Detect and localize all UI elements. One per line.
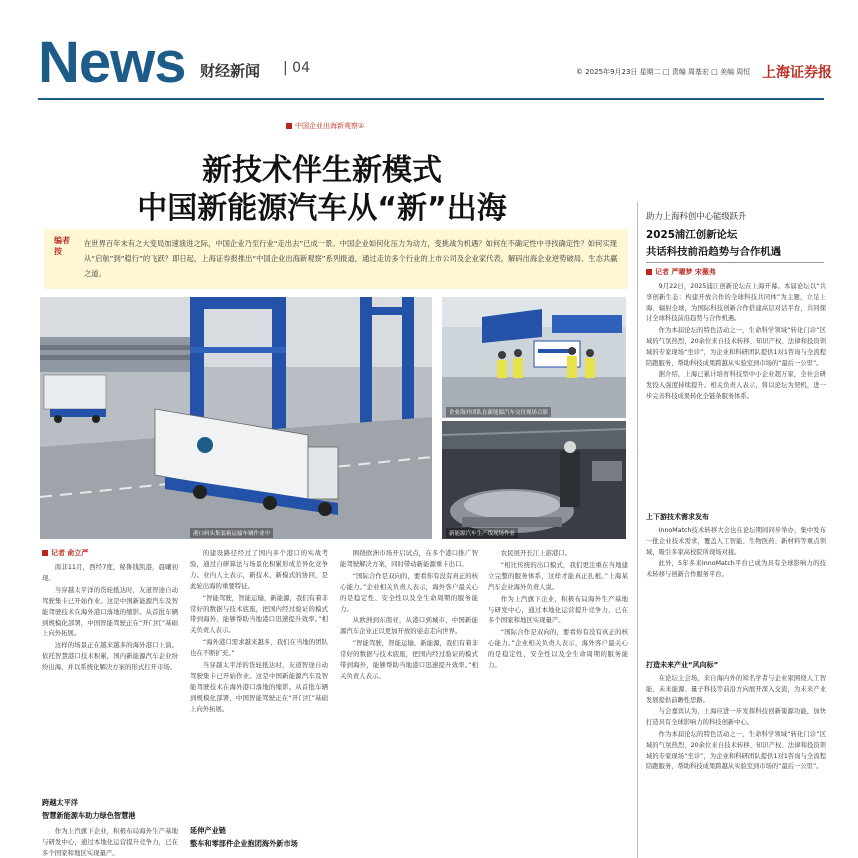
team-photo — [442, 297, 626, 418]
sidebar-byline — [646, 267, 716, 277]
story-paragraph: “国际合作是双向的，要看你有没有真正的核心能力。”企业相关负责人表示，海外客户最关心的是稳定性、安全性以及全生命周期的服务能力。 — [488, 628, 628, 670]
subhead-2b: 整车和零部件企业抱团海外新市场 — [190, 839, 298, 848]
story-paragraph: “智能驾驶，智能运输，新能源，我们有着非常好的数据与技术底座，把国内经过验证的模式带到海外，能够帮助当地港口迅速提升效率。”相关负责人表示。 — [190, 593, 328, 635]
headline-line-1: 新技术伴生新模式 — [202, 153, 442, 188]
sidebar-kicker: 助力上海科创中心能级跃升 — [646, 211, 747, 221]
sidebar-paragraph: 据介绍，上海已累计培育科技型中小企业超万家，全社会研发投入强度持续提升。相关负责人表示，将以论坛为契机，进一步完善科技成果转化全链条服务体系。 — [646, 371, 826, 400]
story-column-4 — [488, 548, 628, 858]
story-byline-text: 记者 俞立严 — [51, 549, 89, 557]
sidebar-body-3 — [646, 674, 826, 858]
sidebar-rule — [646, 262, 824, 263]
story-paragraph: “智能驾驶，智能运输，新能源，我们有着非常好的数据与技术底座，把国内经过验证的模式带到海外，能够帮助当地港口迅速提升效率。”相关负责人表示。 — [340, 639, 478, 680]
page-number-value: 04 — [292, 60, 310, 76]
sidebar-paragraph: 此外，5年多来InnoMatch平台已成为具有全球影响力的技术转移与创新合作服务平台。 — [646, 560, 826, 579]
sidebar-divider — [637, 202, 638, 858]
subhead-2: 延伸产业链 — [190, 826, 226, 835]
sidebar-body-2 — [646, 526, 826, 654]
sidebar-byline-text: 记者 严曜梦 宋薇弗 — [655, 268, 716, 276]
story-paragraph: “相比传统的出口模式，我们更注重在当地建立完整的服务体系，这样才能真正扎根。”上海某汽车企业海外负责人说。 — [488, 560, 628, 591]
port-photo-caption: 港口码头集装箱运输车辆作业中 — [190, 528, 273, 538]
sidebar-paragraph: InnoMatch技术转移大会也在论坛期间同步举办，集中发布一批企业技术需求，覆盖人工智能、生物医药、新材料等重点领域，吸引多家高校院所现场对接。 — [646, 527, 826, 556]
story-byline — [42, 548, 88, 558]
story-column-3 — [340, 548, 478, 858]
story-paragraph: 当穿越太平洋的货轮抵达时，友道智途自动驾驶集卡已开始作业。这是中国新能源汽车及智能驾驶技术在海外港口落地的缩影。从首批车辆到规模化部署，中国智能驾驶正在“开门红”基础上向外拓展。 — [190, 661, 328, 713]
date-line: © 2025年9月23日 星期二 □ 责编 周基宏 □ 美编 周恒 — [576, 68, 751, 76]
page-number: | 04 — [283, 60, 310, 76]
factory-scene-illustration — [442, 421, 626, 539]
story-column-1-tail — [42, 826, 178, 858]
story-paragraph: 的建设路径经过了国内多个港口的实战考验，通过自研算法与场景化积累形成差异化竞争力。业内人士表示，新技术、新模式的协同，是此轮出海的重要特征。 — [190, 549, 328, 590]
sidebar-subhead-2: 打造未来产业“风向标” — [646, 661, 719, 669]
subhead-1b: 智慧新能源车助力绿色智慧港 — [42, 811, 136, 820]
headline-line-2: 中国新能源汽车从“新”出海 — [137, 191, 507, 226]
section-name: 财经新闻 — [200, 62, 261, 80]
team-photo-caption: 企业海外团队在新能源汽车交付现场合影 — [446, 407, 551, 417]
story-paragraph: 这样的场景正在越来越多的海外港口上演。依托智慧港口技术积累，国内新能源汽车企业纷纷出海，并以系统化解决方案的形式打开市场。 — [42, 641, 178, 672]
masthead — [0, 0, 858, 108]
story-column-1 — [42, 562, 178, 794]
sidebar-paragraph: 在论坛主会场，来自海内外的知名学者与企业家围绕人工智能、未来能源、量子科技等前沿方向展开深入交流，为未来产业发展提供前瞻性思路。 — [646, 675, 826, 704]
square-bullet-icon — [646, 269, 652, 275]
story-paragraph: “国际合作是双向的，要看你有没有真正的核心能力。”企业相关负责人表示，海外客户最关心的是稳定性、安全性以及全生命周期的服务能力。 — [340, 571, 478, 613]
sidebar-paragraph: 9月22日，2025浦江创新论坛在上海开幕。本届论坛以“共享创新生态：构建开放合作的全球科技共同体”为主题，立足上海、辐射全球，为国际科技创新合作搭建高层对话平台，共同探讨全球科技前沿趋势与合作机遇。 — [646, 283, 826, 323]
factory-photo-caption: 新能源汽车生产线现场作业 — [446, 528, 518, 538]
sidebar-paragraph: 作为本届论坛的特色活动之一，生命科学领域“转化门诊”区域的气氛热烈，20余位来自技术转移、知识产权、法律和投资领域的专家现场“坐诊”，为企业和科研团队提供1对1咨询与全流程陪跑服务，帮助科技成果跨越从实验室到市场的“最后一公里”。 — [646, 327, 826, 367]
port-photo — [40, 297, 432, 539]
story-paragraph: 当穿越太平洋的货轮抵达时，友道智途自动驾驶集卡已开始作业。这是中国新能源汽车及智能驾驶技术在海外港口落地的缩影。从首批车辆到规模化部署，中国智能驾驶正在“开门红”基础上向外拓展。 — [42, 585, 178, 638]
story-paragraph: 农民展开长江上游港口。 — [500, 549, 572, 557]
sidebar-paragraph: 作为本届论坛的特色活动之一，生命科学领域“转化门诊”区域的气氛热烈，20余位来自技术转移、知识产权、法律和投资领域的专家现场“坐诊”，为企业和科研团队提供1对1咨询与全流程陪跑服务，帮助科技成果跨越从实验室到市场的“最后一公里”。 — [646, 730, 826, 771]
editor-note-box — [44, 229, 628, 289]
sidebar-body-1 — [646, 282, 826, 508]
sidebar-title-line-2: 共话科技前沿趋势与合作机遇 — [646, 246, 782, 258]
factory-photo — [442, 421, 626, 539]
story-paragraph: 围绕欧洲市场开启试点，在多个港口推广智能驾驶解决方案，同时带动新能源重卡出口。 — [340, 549, 478, 568]
story-column-2 — [190, 548, 328, 824]
story-paragraph: 从欧洲到东南亚，从港口到城市，中国新能源汽车企业正以更加开放的姿态走向世界。 — [340, 616, 478, 636]
story-paragraph: “海外港口需求越来越多，我们在当地的团队也在不断扩充。” — [190, 638, 328, 658]
sidebar-subhead-1: 上下游技术需求发布 — [646, 513, 709, 521]
story-paragraph: 作为上汽旗下企业，积极布局海外生产基地与研发中心，通过本地化运营提升竞争力，已在多个国家和地区实现量产。 — [42, 827, 178, 857]
story-paragraph: 作为上汽旗下企业，积极布局海外生产基地与研发中心，通过本地化运营提升竞争力，已在多个国家和地区实现量产。 — [488, 594, 628, 625]
story-paragraph: 南非11月，西经7度，秘鲁钱凯港，晨曦初现。 — [42, 563, 178, 582]
sidebar-title-line-1: 2025浦江创新论坛 — [646, 229, 738, 241]
series-tag — [286, 121, 364, 131]
series-tag-text: 中国企业出海新观察① — [295, 122, 365, 130]
news-logo: News — [38, 30, 186, 95]
editor-note-text: 在世界百年未有之大变局加速演进之际，中国企业乃至行业“走出去”已成一景。中国企业如何化压力为动力，变挑战为机遇？如何在不确定性中寻找确定性？如何实现从“启航”到“稳行”的飞跃？即日起，上海证券报推出“中国企业出海新观察”系列报道，通过走访多个行业的上市公司及企业家代表，解码出海企业逆势破局、生态共赢之道。 — [84, 239, 618, 278]
masthead-rule — [38, 98, 824, 100]
paper-brand-logo: 上海证券报 — [762, 65, 832, 81]
editor-note-label: 编者按 — [54, 236, 70, 256]
sidebar-paragraph: 与会嘉宾认为，上海应进一步发挥科技创新策源功能，加快打造具有全球影响力的科技创新中心。 — [646, 708, 826, 727]
team-scene-illustration — [442, 297, 626, 418]
port-scene-illustration — [40, 297, 432, 539]
square-bullet-icon — [42, 550, 48, 556]
square-bullet-icon — [286, 123, 292, 129]
subhead-1: 跨越太平洋 — [42, 798, 78, 807]
